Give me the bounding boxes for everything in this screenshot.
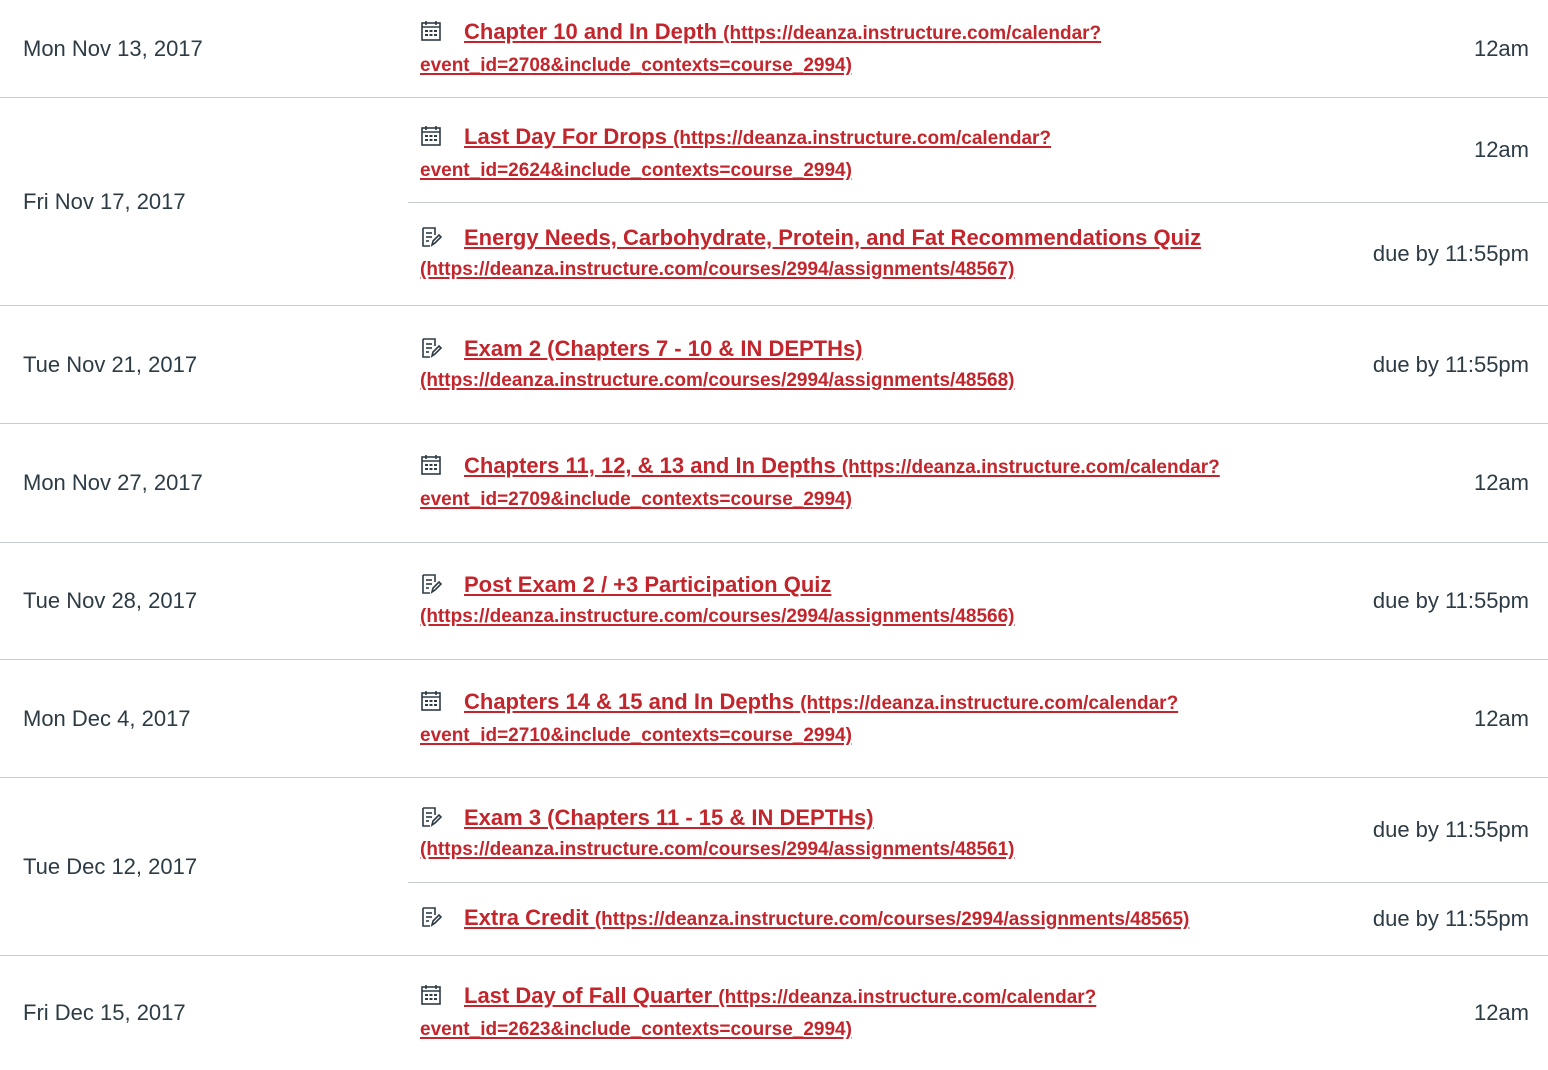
schedule-item [408, 882, 1548, 955]
event-title: Last Day of Fall Quarter [464, 983, 713, 1008]
date-label: Mon Nov 13, 2017 [23, 35, 203, 61]
calendar-icon [420, 20, 442, 42]
assignment-url: (https://deanza.instructure.com/courses/2994/assignments/48567) [420, 259, 1015, 280]
assignment-icon [420, 906, 442, 928]
event-title: Chapter 10 and In Depth [464, 18, 718, 44]
schedule-row [0, 306, 1548, 424]
assignment-icon [420, 337, 442, 359]
assignment-url: (https://deanza.instructure.com/courses/2994/assignments/48561) [420, 839, 1015, 860]
date-label: Fri Dec 15, 2017 [23, 1000, 186, 1025]
assignment-icon [420, 573, 442, 595]
assignment-link[interactable] [420, 572, 1015, 627]
item-time: due by 11:55pm [1372, 906, 1529, 931]
schedule-row [0, 956, 1548, 1070]
schedule-item [408, 98, 1548, 202]
event-link[interactable] [420, 453, 1220, 510]
event-link[interactable] [420, 124, 1051, 181]
event-url: (https://deanza.instructure.com/calendar?event_id=2624&include_contexts=course_2994) [420, 128, 1052, 181]
schedule-item [408, 306, 1548, 423]
calendar-icon [420, 690, 442, 712]
event-url: (https://deanza.instructure.com/calendar?event_id=2710&include_contexts=course_2994) [420, 692, 1179, 746]
assignment-link[interactable] [464, 905, 1189, 930]
event-title: Chapters 14 & 15 and In Depths [464, 688, 795, 714]
event-link[interactable] [420, 19, 1101, 76]
calendar-icon [420, 454, 442, 476]
assignment-title: Exam 2 (Chapters 7 - 10 & IN DEPTHs) [464, 335, 863, 361]
assignment-link[interactable] [420, 336, 1015, 391]
event-title: Chapters 11, 12, & 13 and In Depths [464, 453, 836, 478]
item-time: 12am [1473, 705, 1529, 731]
schedule-item [408, 778, 1548, 882]
date-label: Mon Nov 27, 2017 [23, 470, 203, 495]
event-title: Last Day For Drops [464, 124, 667, 149]
item-time: due by 11:55pm [1372, 588, 1529, 613]
item-time: due by 11:55pm [1372, 817, 1529, 842]
event-url: (https://deanza.instructure.com/calendar?event_id=2708&include_contexts=course_2994) [420, 22, 1102, 76]
assignment-title: Extra Credit [464, 905, 589, 930]
event-url: (https://deanza.instructure.com/calendar?event_id=2623&include_contexts=course_2994) [420, 987, 1097, 1040]
item-time: 12am [1473, 1000, 1529, 1025]
schedule-row [0, 660, 1548, 778]
assignment-icon [420, 226, 442, 248]
item-time: 12am [1473, 470, 1529, 495]
assignment-url: (https://deanza.instructure.com/courses/2994/assignments/48566) [420, 606, 1015, 627]
schedule-row [0, 543, 1548, 660]
item-time: due by 11:55pm [1372, 351, 1529, 377]
date-label: Tue Dec 12, 2017 [23, 853, 198, 879]
assignment-link[interactable] [420, 225, 1201, 280]
assignment-title: Post Exam 2 / +3 Participation Quiz [464, 572, 832, 597]
date-label: Mon Dec 4, 2017 [23, 705, 191, 731]
schedule-row [0, 424, 1548, 543]
schedule-item [408, 956, 1548, 1070]
date-label: Tue Nov 21, 2017 [23, 351, 198, 377]
schedule-item [408, 424, 1548, 542]
assignment-link[interactable] [420, 805, 1015, 860]
date-label: Fri Nov 17, 2017 [23, 188, 186, 214]
assignment-icon [420, 806, 442, 828]
schedule-item [408, 543, 1548, 659]
assignment-url: (https://deanza.instructure.com/courses/2994/assignments/48568) [420, 369, 1015, 391]
calendar-icon [420, 125, 442, 147]
event-link[interactable] [420, 689, 1178, 746]
assignment-url: (https://deanza.instructure.com/courses/2994/assignments/48565) [594, 909, 1190, 930]
item-time: 12am [1473, 137, 1529, 162]
event-url: (https://deanza.instructure.com/calendar?event_id=2709&include_contexts=course_2994) [420, 457, 1220, 510]
calendar-icon [420, 984, 442, 1006]
schedule-row [0, 98, 1548, 306]
schedule-row [0, 778, 1548, 956]
item-time: due by 11:55pm [1372, 241, 1529, 266]
assignment-title: Energy Needs, Carbohydrate, Protein, and Fat Recommendations Quiz [464, 225, 1202, 250]
schedule-item [408, 202, 1548, 305]
event-link[interactable] [420, 983, 1096, 1040]
schedule-item [408, 660, 1548, 777]
item-time: 12am [1473, 35, 1529, 61]
assignment-title: Exam 3 (Chapters 11 - 15 & IN DEPTHs) [464, 805, 874, 830]
schedule-row [0, 0, 1548, 98]
date-label: Tue Nov 28, 2017 [23, 588, 198, 613]
schedule-item [408, 0, 1548, 97]
